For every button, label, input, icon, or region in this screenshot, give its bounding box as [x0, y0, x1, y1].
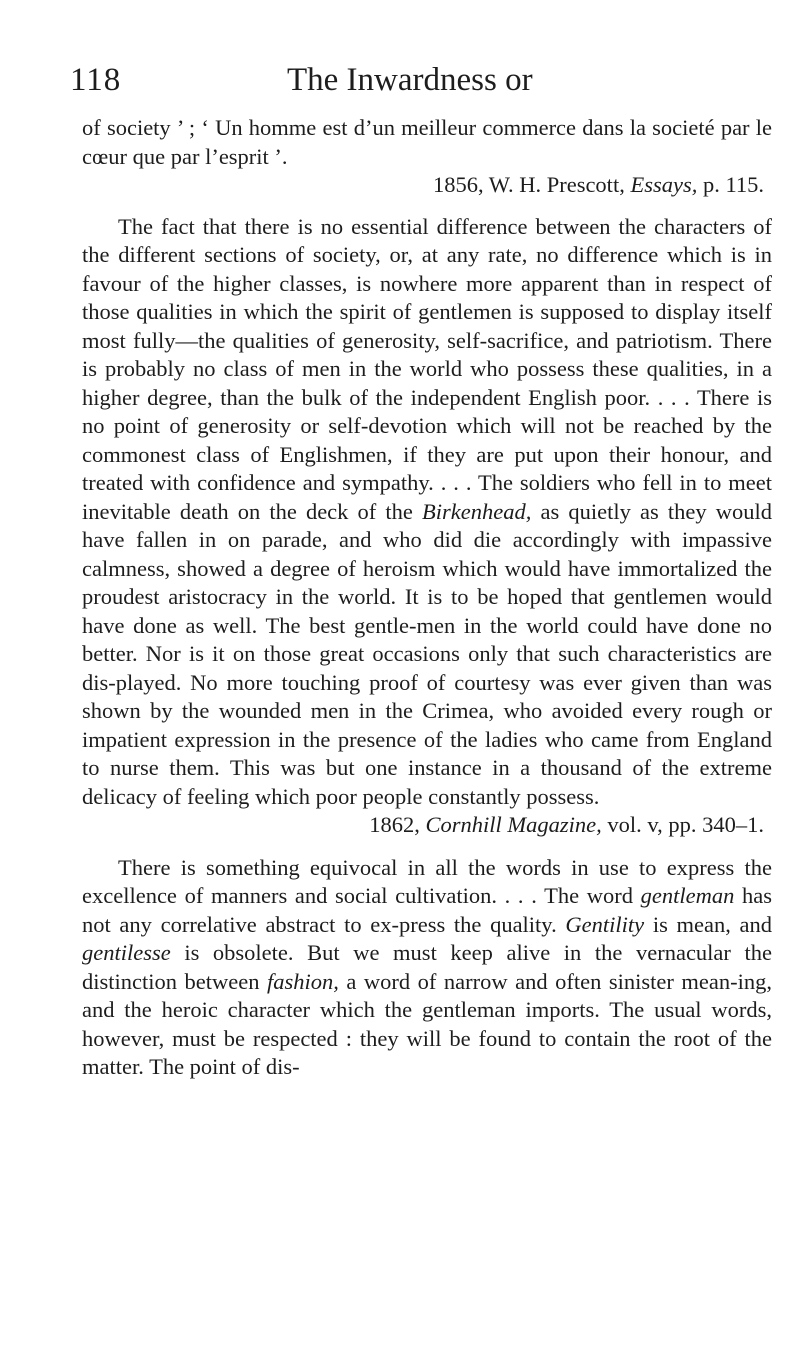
quote-gentleman-part3: is mean, and	[644, 911, 773, 937]
ship-name: Birkenhead,	[422, 498, 532, 524]
quote-gentleman-part1: There is something equivocal in all the words in use to express the excellence of manners and social cultivation. . . . The word	[82, 854, 772, 908]
quote-gentleman-part5: a word of narrow and often sinister mean-ing, and the heroic character which the gentleman imports. The usual words, however, must be respected : they will be found to contain the root of the matter. The point of dis-	[82, 968, 772, 1079]
citation-cornhill-suffix: vol. v, pp. 340–1.	[601, 812, 764, 837]
running-head: The Inwardness or	[287, 62, 533, 98]
quote-gentleman-part4: is obsolete. But we must keep alive in the vernacular the distinction between	[82, 940, 772, 994]
term-gentilesse: gentilesse	[82, 940, 171, 965]
page-number: 118	[70, 62, 122, 98]
citation-prescott-prefix: 1856, W. H. Prescott,	[432, 172, 631, 197]
page-body	[82, 114, 772, 1082]
citation-cornhill	[82, 811, 772, 840]
quote-gentleman	[82, 854, 772, 1082]
quote-cornhill	[82, 213, 772, 812]
quote-cornhill-part2: as quietly as they would have fallen in on parade, and who did die accordingly with impassive calmness, showed a degree of heroism which would have immortalized the proudest aristocracy in the world. It is to be hoped that gentlemen would have done as well. The best gentle-men in the world could have done no better. Nor is it on those great occasions only that such characteristics are dis-played. No more touching proof of courtesy was ever given than was shown by the wounded men in the Crimea, who avoided every rough or impatient expression in the presence of the ladies who came from England to nurse them. This was but one instance in a thousand of the extreme delicacy of feeling which poor people constantly possess.	[82, 498, 772, 809]
quote-cornhill-part1: The fact that there is no essential difference between the characters of the different sections of society, or, at any rate, no difference which is in favour of the higher classes, is nowhere more apparent than in respect of those qualities in which the spirit of gentlemen is supposed to display itself most fully—the qualities of generosity, self-sacrifice, and patriotism. There is probably no class of men in the world who possess these qualities, in a higher degree, than the bulk of the independent English poor. . . . There is no point of generosity or self-devotion which will not be reached by the commonest class of Englishmen, if they are put upon their honour, and treated with confidence and sympathy. . . . The soldiers who fell in to meet inevitable death on the deck of the	[82, 213, 772, 524]
quote-gentleman-part2: has not any correlative abstract to ex-press the quality.	[82, 883, 772, 937]
citation-prescott	[82, 171, 772, 200]
term-fashion: fashion,	[267, 968, 339, 994]
term-gentility: Gentility	[565, 911, 645, 937]
citation-cornhill-prefix: 1862,	[369, 812, 426, 837]
quote-prescott: of society ’ ; ‘ Un homme est d’un meilleur commerce dans la societé par le cœur que par l’esprit ’.	[82, 115, 772, 169]
citation-prescott-work: Essays,	[630, 172, 698, 197]
book-page	[70, 62, 773, 1082]
page-header	[70, 62, 772, 114]
citation-cornhill-work: Cornhill Magazine,	[425, 812, 602, 837]
citation-prescott-suffix: p. 115.	[697, 172, 764, 197]
term-gentleman: gentleman	[640, 883, 735, 908]
